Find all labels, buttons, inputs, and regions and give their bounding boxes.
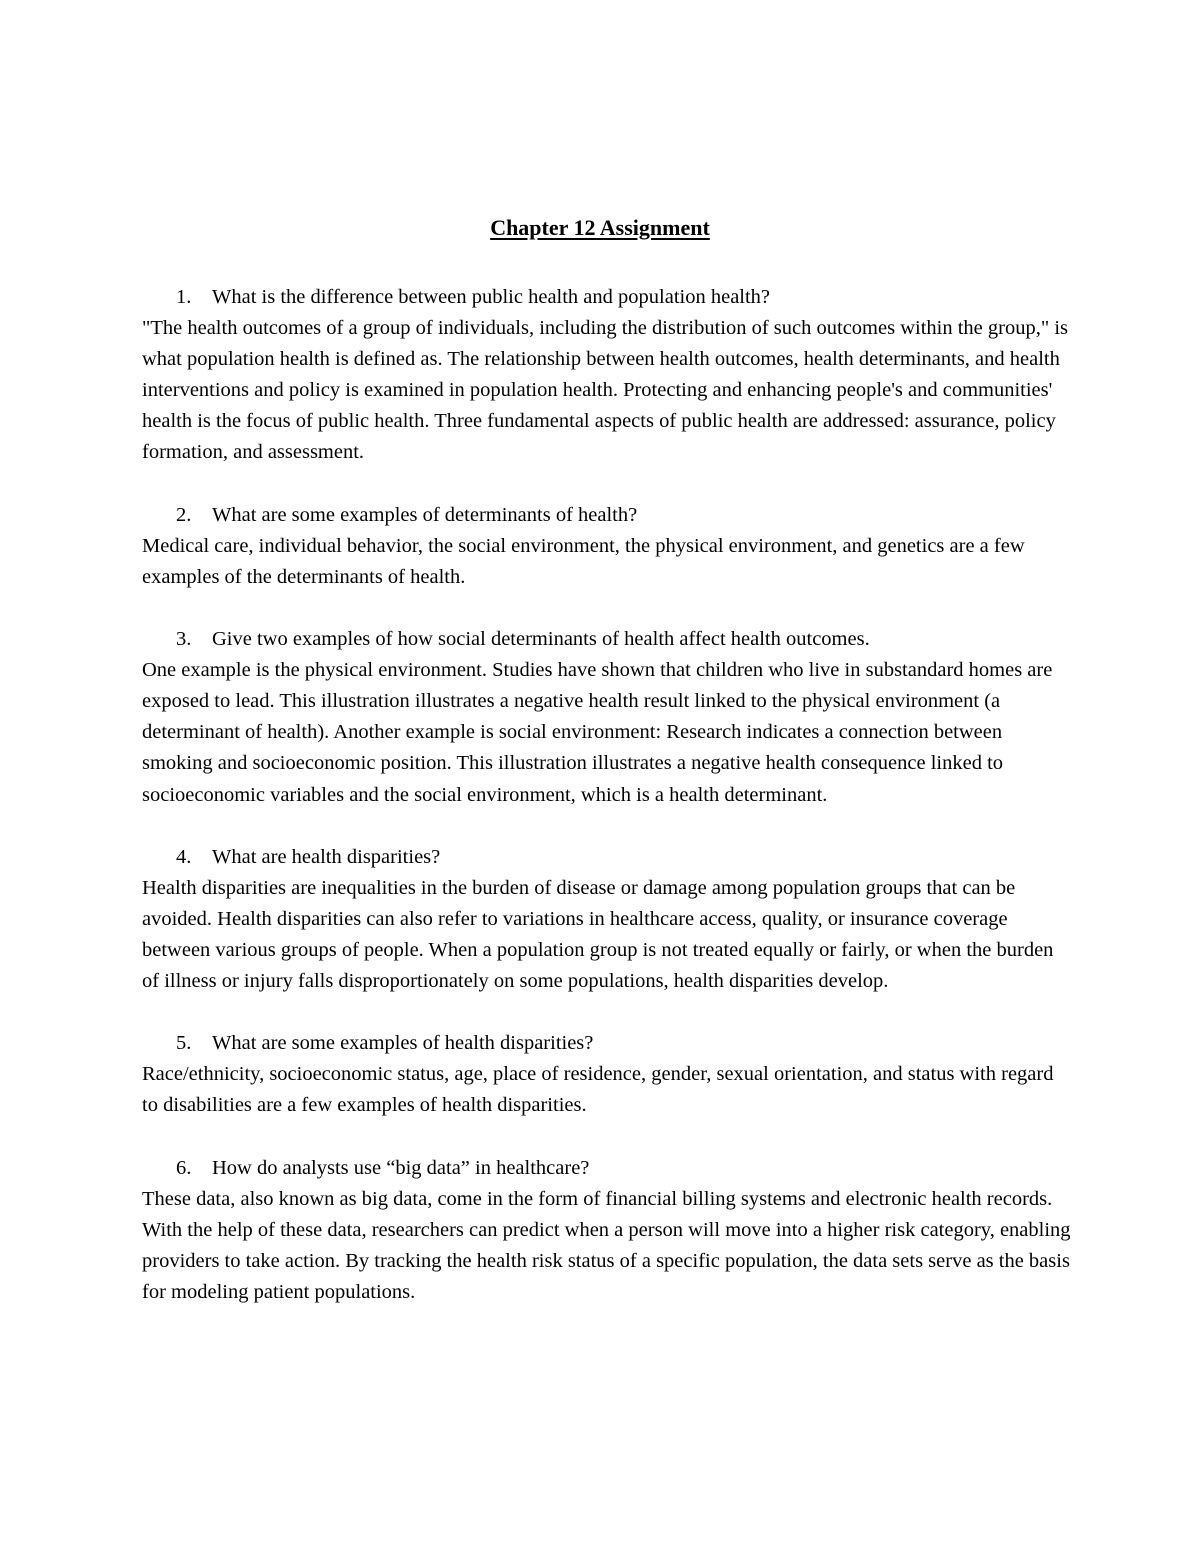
question-number: 1. (176, 286, 192, 308)
question-item-4 (142, 842, 1072, 997)
question-text: What are health disparities? (212, 845, 441, 868)
answer-5: Race/ethnicity, socioeconomic status, age, place of residence, gender, sexual orientation, and status with regard to disabilities are a few examples of health disparities. (142, 1063, 1054, 1117)
answer-6: These data, also known as big data, come in the form of financial billing systems and electronic health records. With the help of these data, researchers can predict when a person will move into a higher risk category, enabling providers to take action. By tracking the health risk status of a specific population, the data sets serve as the basis for modeling patient populations. (142, 1187, 1071, 1303)
question-text: What is the difference between public health and population health? (212, 286, 771, 308)
question-item-1 (142, 282, 1072, 469)
answer-3: One example is the physical environment. Studies have shown that children who live in substandard homes are exposed to lead. This illustration illustrates a negative health result linked to the physical environment (a determinant of health). Another example is social environment: Research indicates a connection between smoking and socioeconomic position. This illustration illustrates a negative health consequence linked to socioeconomic variables and the social environment, which is a health determinant. (142, 659, 1053, 806)
question-2 (142, 500, 1072, 531)
page-title: Chapter 12 Assignment (490, 215, 710, 240)
question-text: What are some examples of determinants of health? (212, 503, 638, 526)
question-5 (142, 1028, 1072, 1059)
question-1 (142, 282, 1072, 313)
question-text: What are some examples of health disparities? (212, 1032, 594, 1055)
question-number: 6. (176, 1156, 192, 1179)
question-6 (142, 1153, 1072, 1184)
question-4 (142, 842, 1072, 873)
question-3 (142, 624, 1072, 655)
question-number: 5. (176, 1032, 192, 1055)
question-item-3 (142, 624, 1072, 811)
question-item-5 (142, 1028, 1072, 1121)
question-number: 3. (176, 628, 192, 651)
question-text: How do analysts use “big data” in healthcare? (212, 1156, 590, 1179)
answer-4: Health disparities are inequalities in the burden of disease or damage among population groups that can be avoided. Health disparities can also refer to variations in healthcare access, quality, or insurance coverage between various groups of people. When a population group is not treated equally or fairly, or when the burden of illness or injury falls disproportionately on some populations, health disparities develop. (142, 876, 1054, 993)
question-item-6 (142, 1153, 1072, 1308)
question-number: 2. (176, 503, 192, 526)
assignment-content (142, 282, 1072, 1339)
question-number: 4. (176, 845, 192, 868)
question-item-2 (142, 500, 1072, 593)
question-text: Give two examples of how social determinants of health affect health outcomes. (212, 628, 870, 651)
answer-2: Medical care, individual behavior, the social environment, the physical environment, and genetics are a few examples of the determinants of health. (142, 534, 1025, 588)
answer-1: "The health outcomes of a group of individuals, including the distribution of such outcomes within the group," is what population health is defined as. The relationship between health outcomes, health determinants, and health interventions and policy is examined in population health. Protecting and enhancing people's and communities' health is the focus of public health. Three fundamental aspects of public health are addressed: assurance, policy formation, and assessment. (142, 317, 1068, 464)
